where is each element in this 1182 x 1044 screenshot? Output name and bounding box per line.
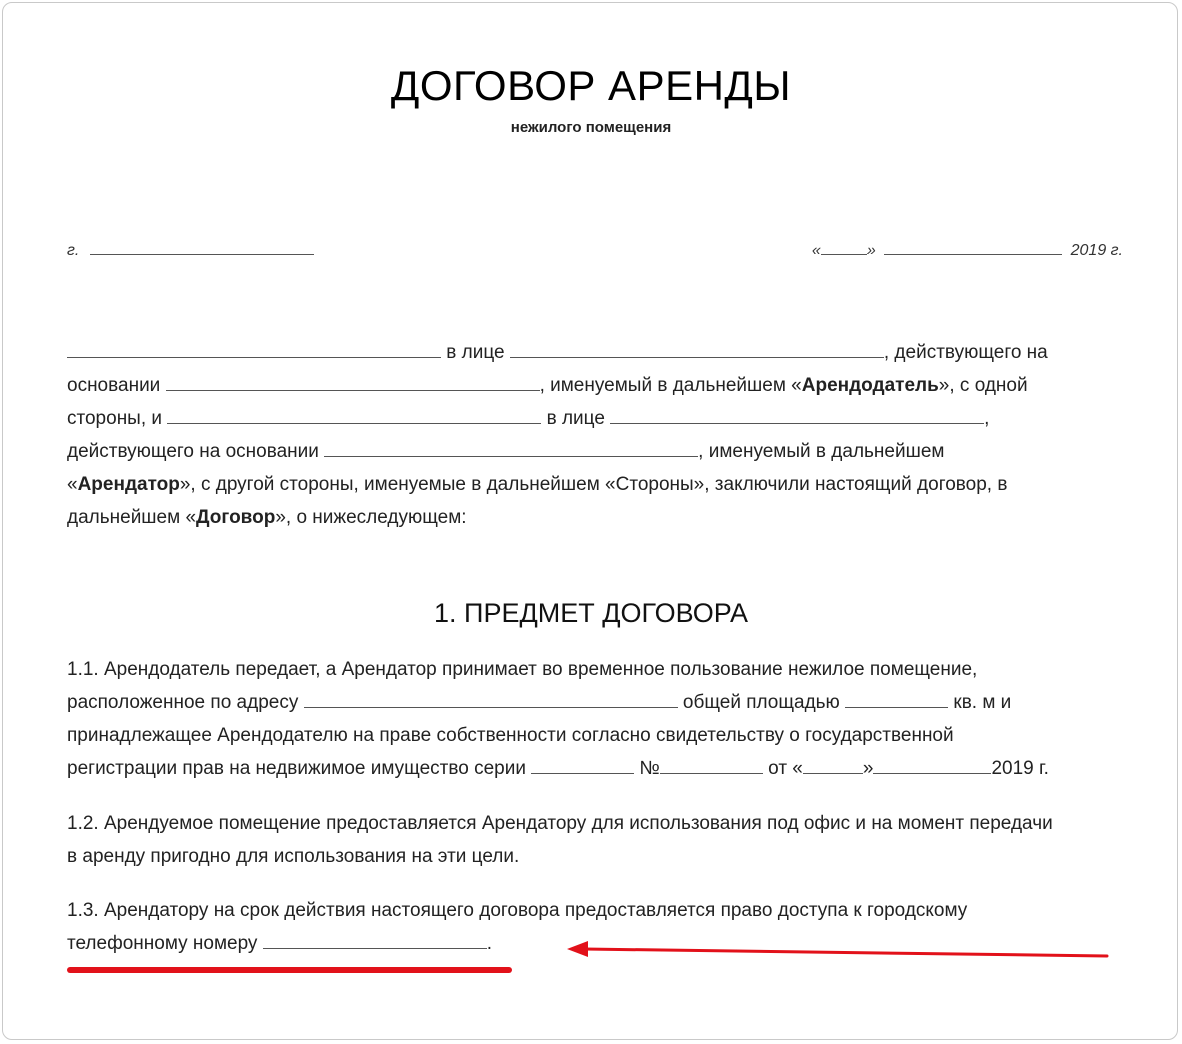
text-segment: », с одной [938,375,1028,396]
arrow-head-icon [567,941,588,957]
text-line: 1.1. Арендодатель передает, а Арендатор принимает во временное пользование нежилое помещение, [67,659,978,680]
text-segment: , именуемый в дальнейшем [698,441,945,462]
text-line: 1.2. Арендуемое помещение предоставляется Арендатору для использования под офис и на момент передачи в аренду пригодно для использования на эти цели. [67,813,1053,867]
contract-term: Договор [196,507,276,528]
lessor-term: Арендодатель [801,375,939,396]
document-subtitle: нежилого помещения [510,119,672,136]
text-segment: № [639,758,660,779]
text-segment: в лице [546,408,605,429]
date-close-quote: » [866,242,876,259]
text-segment: действующего на основании [67,441,319,462]
text-segment: кв. м и [953,692,1012,713]
text-segment: , действующего на [883,342,1048,363]
text-segment: 2019 г. [991,758,1049,779]
text-segment: , именуемый в дальнейшем « [539,375,802,396]
text-segment: , [984,408,990,429]
text-segment: » [862,758,874,779]
document-title: ДОГОВОР АРЕНДЫ [390,62,792,109]
city-prefix: г. [67,242,80,259]
text-segment: в лице [446,342,505,363]
text-segment: . [486,933,492,954]
text-segment: общей площадью [682,692,840,713]
text-segment: », с другой стороны, именуемые в дальнейшем «Стороны», заключили настоящий договор, в [179,474,1008,495]
text-segment: стороны, и [67,408,163,429]
text-segment: « [67,474,78,495]
text-segment: », о нижеследующем: [275,507,467,528]
text-segment: телефонному номеру [67,933,258,954]
text-segment: дальнейшем « [67,507,197,528]
text-segment: расположенное по адресу [67,692,299,713]
text-segment: регистрации прав на недвижимое имущество серии [67,758,526,779]
date-open-quote: « [811,242,821,259]
text-segment: основании [67,375,161,396]
text-line: принадлежащее Арендодателю на праве собственности согласно свидетельству о государственной [67,725,954,746]
section-1-heading: 1. ПРЕДМЕТ ДОГОВОРА [434,598,748,628]
arrow-shaft [584,949,1107,956]
date-year: 2019 г. [1070,242,1123,259]
lessee-term: Арендатор [77,474,180,495]
text-line: 1.3. Арендатору на срок действия настоящего договора предоставляется право доступа к городскому [67,900,968,921]
text-segment: от « [768,758,803,779]
